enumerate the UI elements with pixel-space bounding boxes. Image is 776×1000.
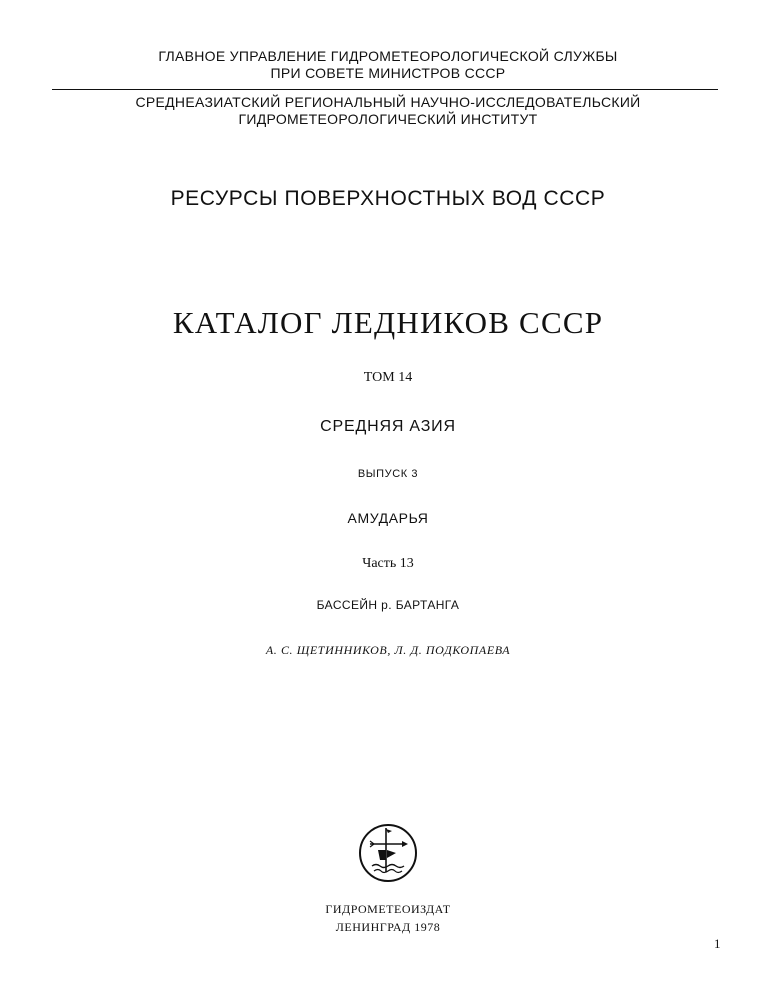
- hydrometeoizdat-emblem-icon: [358, 822, 418, 884]
- institute-header: [0, 94, 776, 128]
- volume-label: ТОМ 14: [363, 370, 413, 385]
- issue-label: ВЫПУСК 3: [357, 468, 419, 480]
- series-title: РЕСУРСЫ ПОВЕРХНОСТНЫХ ВОД СССР: [170, 187, 606, 210]
- page-number: 1: [714, 936, 721, 951]
- river-label: АМУДАРЬЯ: [347, 510, 429, 526]
- header-divider: [52, 89, 718, 90]
- part-label: Часть 13: [362, 556, 414, 571]
- authors: А. С. ЩЕТИННИКОВ, Л. Д. ПОДКОПАЕВА: [265, 643, 511, 657]
- main-title: КАТАЛОГ ЛЕДНИКОВ СССР: [172, 305, 604, 340]
- agency-line-1: ГЛАВНОЕ УПРАВЛЕНИЕ ГИДРОМЕТЕОРОЛОГИЧЕСКОЙ СЛУЖБЫ: [158, 48, 618, 64]
- publisher-name: ГИДРОМЕТЕОИЗДАТ: [325, 902, 451, 916]
- agency-line-2: ПРИ СОВЕТЕ МИНИСТРОВ СССР: [270, 65, 506, 81]
- publisher-city-year: ЛЕНИНГРАД 1978: [335, 920, 441, 934]
- basin-label: БАССЕЙН р. БАРТАНГА: [316, 598, 460, 612]
- publisher-block: [0, 900, 776, 936]
- agency-header: [0, 48, 776, 82]
- institute-line-2: ГИДРОМЕТЕОРОЛОГИЧЕСКИЙ ИНСТИТУТ: [238, 111, 538, 127]
- region-label: СРЕДНЯЯ АЗИЯ: [320, 418, 456, 435]
- institute-line-1: СРЕДНЕАЗИАТСКИЙ РЕГИОНАЛЬНЫЙ НАУЧНО-ИССЛЕДОВАТЕЛЬСКИЙ: [135, 94, 641, 110]
